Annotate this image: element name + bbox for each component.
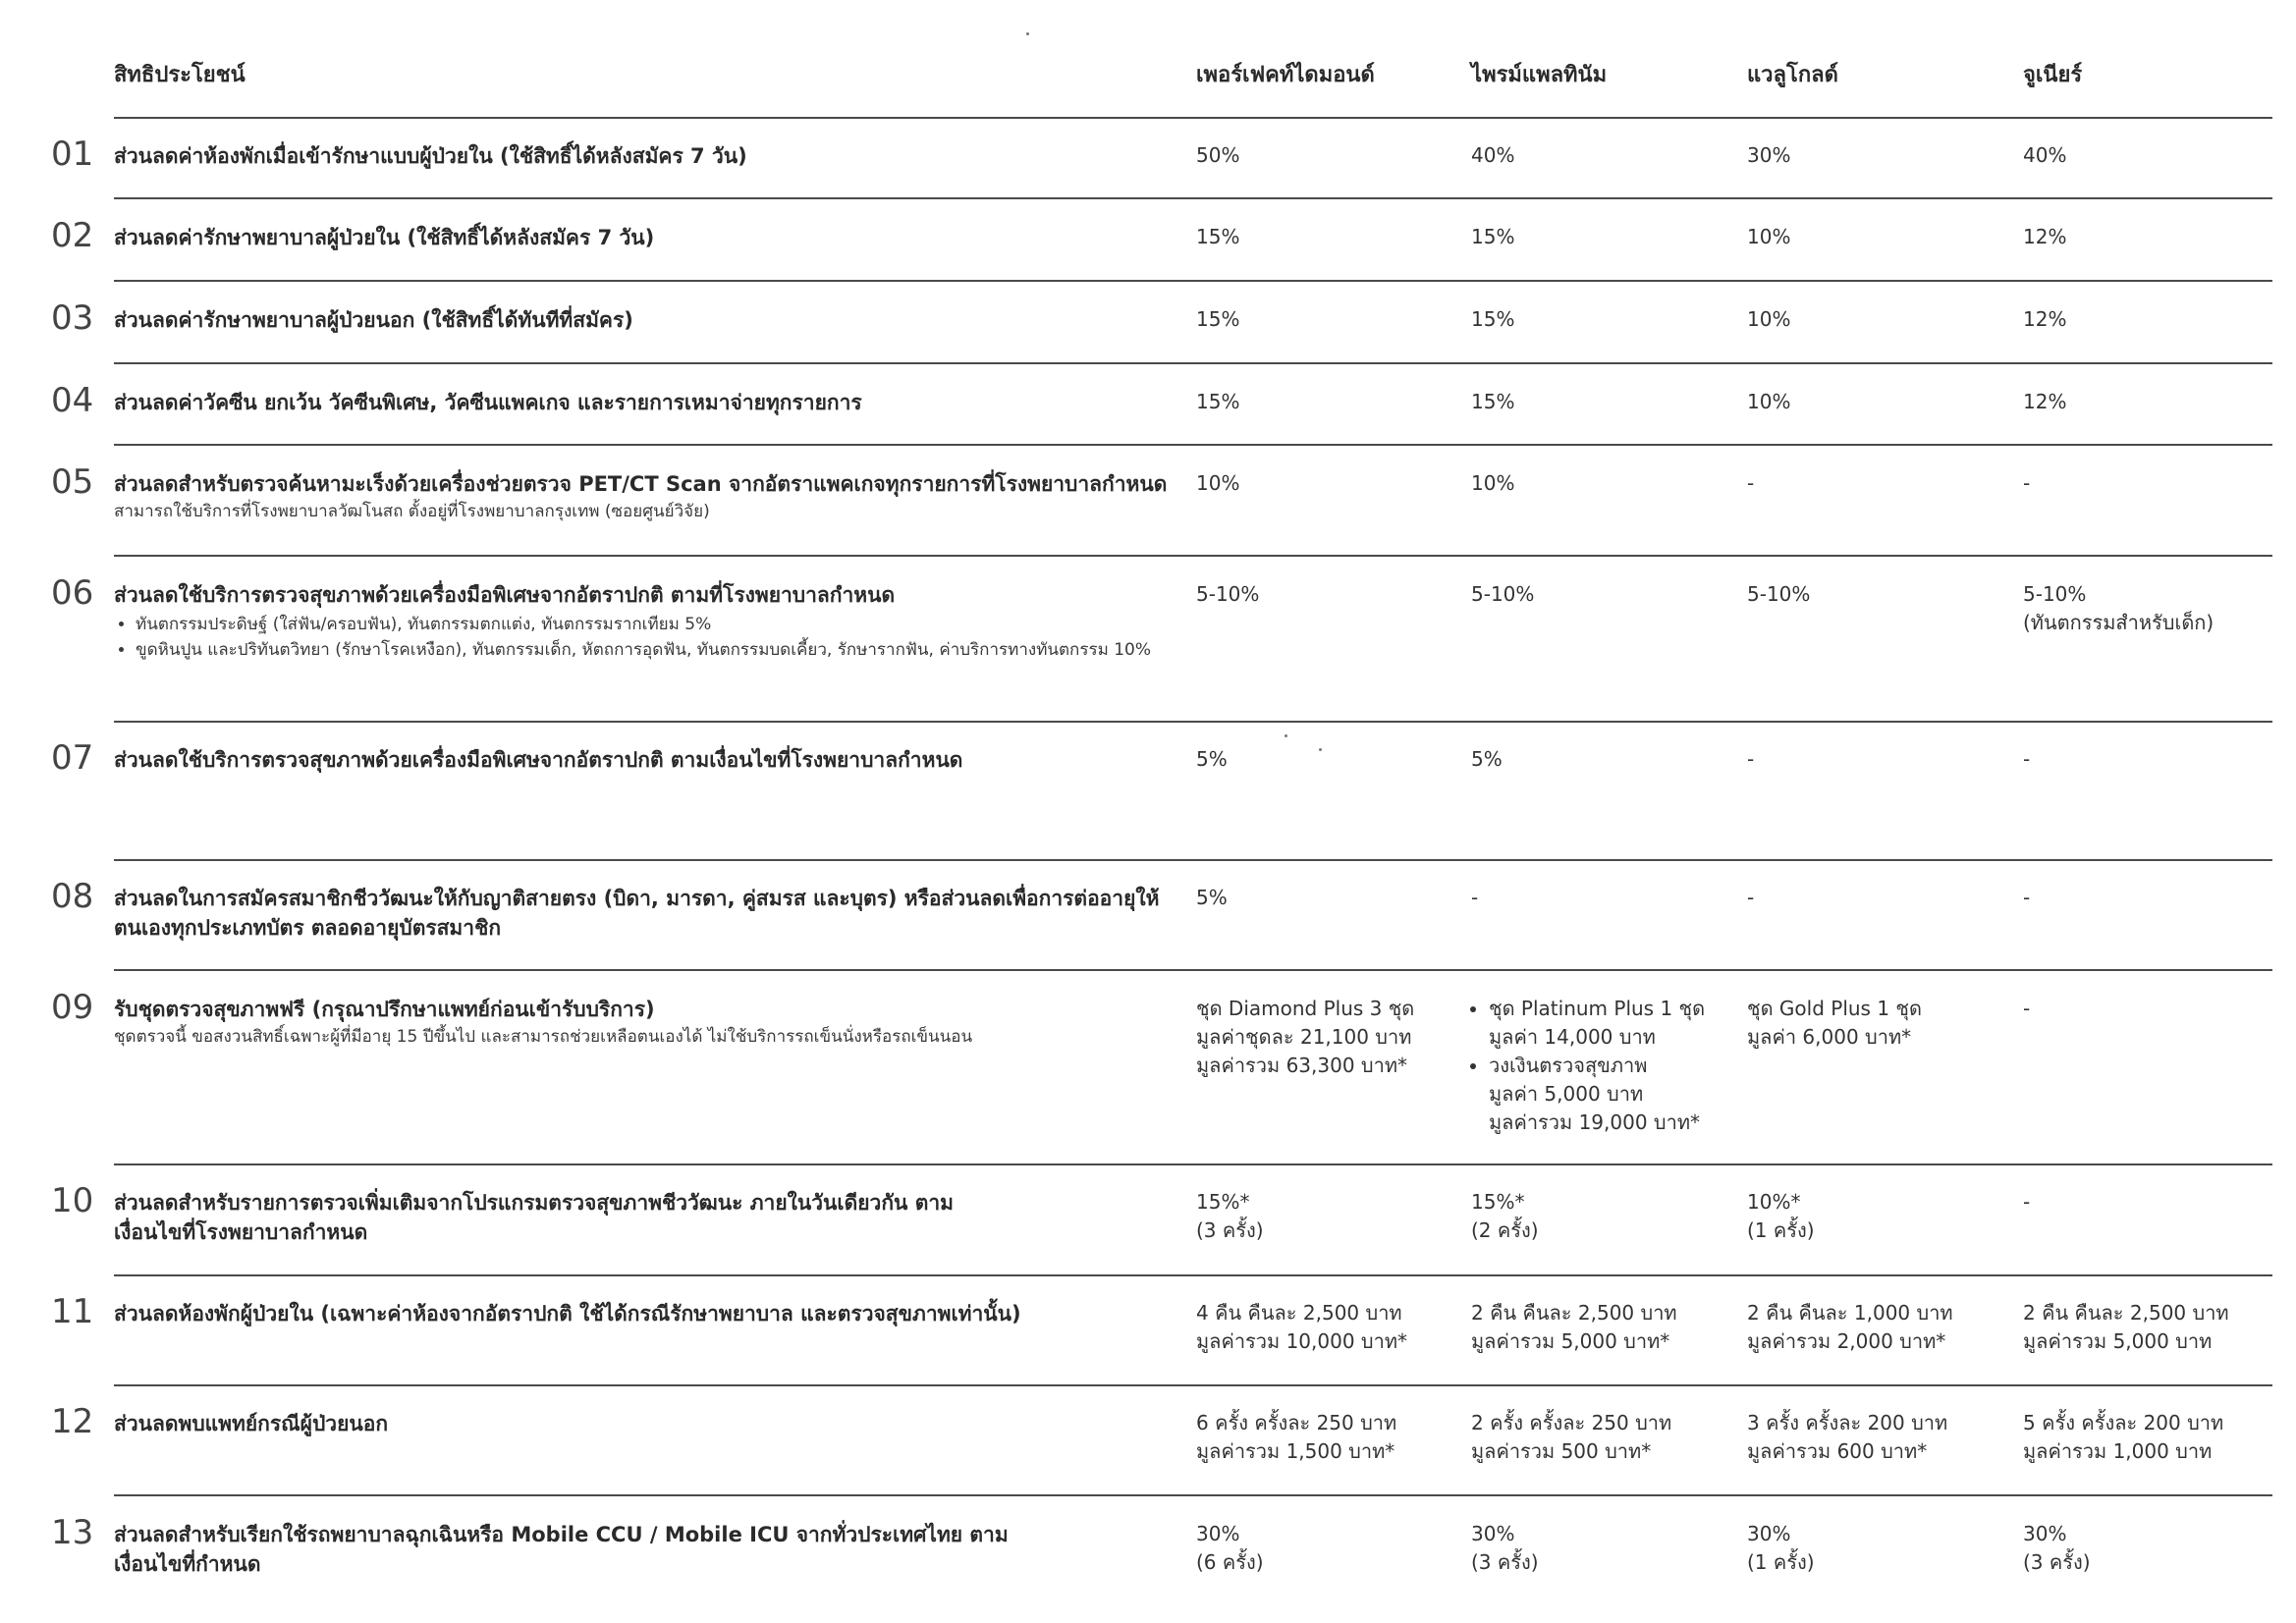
value-value-gold: [1747, 995, 2002, 1052]
divider: [114, 721, 2272, 723]
value-line: ชุด Gold Plus 1 ชุด: [1747, 997, 1922, 1020]
value-prime-platinum: 15%: [1471, 307, 1515, 331]
header-benefit: สิทธิประโยชน์: [114, 63, 246, 87]
value-line: 2 คืน คืนละ 1,000 บาท: [1747, 1301, 1953, 1325]
value-perfect-diamond: 50%: [1196, 143, 1240, 167]
scan-speck: [1285, 734, 1287, 737]
value-prime-platinum: 40%: [1471, 143, 1515, 167]
value-value-gold: [1747, 1520, 2002, 1577]
value-line: (1 ครั้ง): [1747, 1550, 1815, 1574]
value-prime-platinum: 5-10%: [1471, 582, 1535, 606]
value-line: 5 ครั้ง ครั้งละ 200 บาท: [2023, 1411, 2224, 1434]
value-prime-platinum: [1471, 1520, 1726, 1577]
value-perfect-diamond: 15%: [1196, 390, 1240, 413]
value-line: 15%*: [1471, 1190, 1525, 1214]
value-junior-line: 5-10%: [2023, 582, 2087, 606]
value-line: มูลค่ารวม 1,000 บาท: [2023, 1439, 2213, 1463]
value-junior-note: (ทันตกรรมสำหรับเด็ก): [2023, 611, 2214, 634]
value-value-gold: 10%: [1747, 225, 1791, 248]
divider: [114, 117, 2272, 119]
row-number: 08: [51, 877, 94, 916]
row-number: 04: [51, 381, 94, 420]
value-junior: 12%: [2023, 225, 2067, 248]
header-tier-value-gold: แวลูโกลด์: [1747, 63, 1838, 87]
header-tier-perfect-diamond: เพอร์เฟคท์ไดมอนด์: [1196, 63, 1375, 87]
bullet-item: [1489, 1052, 1726, 1137]
value-value-gold: -: [1747, 747, 1755, 771]
row-title: ส่วนลดสำหรับเรียกใช้รถพยาบาลฉุกเฉินหรือ Mobile CCU / Mobile ICU จากทั่วประเทศไทย ตามเงื่อนไขที่กำหนด: [114, 1523, 1009, 1576]
value-line: • วงเงินตรวจสุขภาพ: [1489, 1054, 1648, 1077]
divider: [114, 197, 2272, 199]
value-junior: [2023, 1299, 2278, 1356]
value-line: 2 คืน คืนละ 2,500 บาท: [2023, 1301, 2229, 1325]
value-junior: -: [2023, 886, 2031, 909]
value-junior: -: [2023, 997, 2031, 1020]
value-perfect-diamond: [1196, 1520, 1451, 1577]
value-line: มูลค่ารวม 600 บาท*: [1747, 1439, 1928, 1463]
row-title-text: ส่วนลดใช้บริการตรวจสุขภาพด้วยเครื่องมือพิเศษจากอัตราปกติ ตามที่โรงพยาบาลกำหนด: [114, 583, 896, 607]
value-value-gold: -: [1747, 886, 1755, 909]
scan-speck: [1319, 748, 1322, 751]
row-number: 12: [51, 1402, 94, 1441]
value-line: 2 ครั้ง ครั้งละ 250 บาท: [1471, 1411, 1672, 1434]
bullet-item: • ทันตกรรมประดิษฐ์ (ใส่ฟัน/ครอบฟัน), ทันตกรรมตกแต่ง, ทันตกรรมรากเทียม 5%: [136, 612, 1175, 637]
value-line: 30%: [1196, 1522, 1240, 1545]
value-prime-platinum: [1471, 1188, 1726, 1245]
divider: [114, 1274, 2272, 1276]
value-junior: [2023, 1520, 2278, 1577]
row-number: 11: [51, 1292, 94, 1331]
value-perfect-diamond: 15%: [1196, 307, 1240, 331]
value-line: มูลค่ารวม 10,000 บาท*: [1196, 1329, 1408, 1353]
row-title: ส่วนลดค่าห้องพักเมื่อเข้ารักษาแบบผู้ป่วยใน (ใช้สิทธิ์ได้หลังสมัคร 7 วัน): [114, 144, 747, 168]
value-perfect-diamond: [1196, 1409, 1451, 1466]
row-title: ส่วนลดสำหรับรายการตรวจเพิ่มเติมจากโปรแกรมตรวจสุขภาพชีววัฒนะ ภายในวันเดียวกัน ตามเงื่อนไขที่โรงพยาบาลกำหนด: [114, 1191, 954, 1244]
value-line: 3 ครั้ง ครั้งละ 200 บาท: [1747, 1411, 1948, 1434]
divider: [114, 1163, 2272, 1165]
divider: [114, 444, 2272, 446]
value-line: มูลค่า 6,000 บาท*: [1747, 1025, 1912, 1049]
row-title: ส่วนลดค่าวัคซีน ยกเว้น วัคซีนพิเศษ, วัคซีนแพคเกจ และรายการเหมาจ่ายทุกรายการ: [114, 391, 862, 414]
divider: [114, 555, 2272, 557]
row-title: ส่วนลดใช้บริการตรวจสุขภาพด้วยเครื่องมือพิเศษจากอัตราปกติ ตามเงื่อนไขที่โรงพยาบาลกำหนด: [114, 748, 963, 772]
row-subtitle: สามารถใช้บริการที่โรงพยาบาลวัฒโนสถ ตั้งอยู่ที่โรงพยาบาลกรุงเทพ (ซอยศูนย์วิจัย): [114, 502, 710, 521]
value-line: มูลค่ารวม 5,000 บาท*: [1471, 1329, 1670, 1353]
value-line: (1 ครั้ง): [1747, 1218, 1815, 1242]
row-title: [114, 995, 1175, 1050]
value-perfect-diamond: 5%: [1196, 747, 1228, 771]
value-perfect-diamond: 5%: [1196, 886, 1228, 909]
row-number: 07: [51, 738, 94, 778]
row-title: ส่วนลดห้องพักผู้ป่วยใน (เฉพาะค่าห้องจากอัตราปกติ ใช้ได้กรณีรักษาพยาบาล และตรวจสุขภาพเท่านั้น): [114, 1302, 1021, 1325]
row-title-text: รับชุดตรวจสุขภาพฟรี (กรุณาปรึกษาแพทย์ก่อนเข้ารับบริการ): [114, 998, 655, 1021]
value-perfect-diamond: 5-10%: [1196, 582, 1260, 606]
row-number: 06: [51, 573, 94, 613]
row-number: 02: [51, 216, 94, 255]
value-value-gold: 10%: [1747, 307, 1791, 331]
divider: [114, 362, 2272, 364]
value-perfect-diamond: 15%: [1196, 225, 1240, 248]
value-junior: -: [2023, 747, 2031, 771]
value-prime-platinum: 15%: [1471, 390, 1515, 413]
value-line: มูลค่ารวม 63,300 บาท*: [1196, 1054, 1408, 1077]
bullet-item: • ขูดหินปูน และปริทันตวิทยา (รักษาโรคเหงือก), ทันตกรรมเด็ก, หัตถการอุดฟัน, ทันตกรรมบดเคี้ยว, รักษารากฟัน, ค่าบริการทางทันตกรรม 10%: [136, 637, 1175, 663]
value-line: 30%: [1471, 1522, 1515, 1545]
value-value-gold: 30%: [1747, 143, 1791, 167]
value-line: • ชุด Platinum Plus 1 ชุด: [1489, 997, 1706, 1020]
header-tier-prime-platinum: ไพรม์แพลทินัม: [1471, 63, 1608, 87]
row-number: 03: [51, 298, 94, 338]
value-junior: 12%: [2023, 390, 2067, 413]
row-title: [114, 469, 1175, 524]
value-line: มูลค่ารวม 500 บาท*: [1471, 1439, 1652, 1463]
value-junior: 12%: [2023, 307, 2067, 331]
value-line: มูลค่า 5,000 บาท: [1489, 1082, 1644, 1106]
row-subtitle: ชุดตรวจนี้ ขอสงวนสิทธิ์เฉพาะผู้ที่มีอายุ 15 ปีขึ้นไป และสามารถช่วยเหลือตนเองได้ ไม่ใช้บริการรถเข็นนั่งหรือรถเข็นนอน: [114, 1027, 973, 1047]
value-line: มูลค่ารวม 1,500 บาท*: [1196, 1439, 1395, 1463]
row-bullets: [114, 612, 1175, 663]
row-title: ส่วนลดค่ารักษาพยาบาลผู้ป่วยนอก (ใช้สิทธิ์ได้ทันทีที่สมัคร): [114, 308, 633, 332]
value-line: มูลค่ารวม 5,000 บาท: [2023, 1329, 2213, 1353]
value-value-gold: [1747, 1299, 2002, 1356]
value-junior: -: [2023, 1190, 2031, 1214]
value-line: (2 ครั้ง): [1471, 1218, 1539, 1242]
row-title: ส่วนลดพบแพทย์กรณีผู้ป่วยนอก: [114, 1412, 389, 1435]
divider: [114, 1384, 2272, 1386]
value-perfect-diamond: [1196, 1188, 1451, 1245]
value-line: (3 ครั้ง): [1471, 1550, 1539, 1574]
value-line: (3 ครั้ง): [2023, 1550, 2091, 1574]
value-line: 30%: [1747, 1522, 1791, 1545]
value-line: มูลค่ารวม 2,000 บาท*: [1747, 1329, 1946, 1353]
value-prime-platinum: 5%: [1471, 747, 1503, 771]
value-junior: [2023, 1409, 2278, 1466]
value-line: ชุด Diamond Plus 3 ชุด: [1196, 997, 1415, 1020]
value-line: มูลค่ารวม 19,000 บาท*: [1489, 1110, 1701, 1134]
row-title: ส่วนลดค่ารักษาพยาบาลผู้ป่วยใน (ใช้สิทธิ์ได้หลังสมัคร 7 วัน): [114, 226, 655, 249]
value-value-gold: -: [1747, 471, 1755, 495]
value-perfect-diamond: [1196, 995, 1451, 1080]
divider: [114, 859, 2272, 861]
row-number: 13: [51, 1513, 94, 1552]
value-prime-platinum: 15%: [1471, 225, 1515, 248]
value-prime-platinum: [1471, 1299, 1726, 1356]
value-line: 6 ครั้ง ครั้งละ 250 บาท: [1196, 1411, 1397, 1434]
row-number: 01: [51, 135, 94, 174]
divider: [114, 1494, 2272, 1496]
value-value-gold: [1747, 1188, 2002, 1245]
value-junior: -: [2023, 471, 2031, 495]
value-line: 4 คืน คืนละ 2,500 บาท: [1196, 1301, 1402, 1325]
value-prime-platinum: [1471, 995, 1726, 1137]
value-line: มูลค่า 14,000 บาท: [1489, 1025, 1656, 1049]
value-line: (3 ครั้ง): [1196, 1218, 1264, 1242]
value-line: 10%*: [1747, 1190, 1801, 1214]
value-junior: [2023, 580, 2278, 637]
row-number: 09: [51, 988, 94, 1027]
value-value-gold: [1747, 1409, 2002, 1466]
value-junior: 40%: [2023, 143, 2067, 167]
divider: [114, 969, 2272, 971]
value-perfect-diamond: 10%: [1196, 471, 1240, 495]
value-line: 15%*: [1196, 1190, 1250, 1214]
row-number: 10: [51, 1181, 94, 1220]
value-prime-platinum: [1471, 1409, 1726, 1466]
row-title: [114, 580, 1175, 663]
row-number: 05: [51, 462, 94, 502]
divider: [114, 280, 2272, 282]
value-value-gold: 5-10%: [1747, 582, 1811, 606]
value-value-gold: 10%: [1747, 390, 1791, 413]
value-line: 30%: [2023, 1522, 2067, 1545]
value-prime-platinum: 10%: [1471, 471, 1515, 495]
value-line: 2 คืน คืนละ 2,500 บาท: [1471, 1301, 1677, 1325]
row-title: ส่วนลดในการสมัครสมาชิกชีววัฒนะให้กับญาติสายตรง (บิดา, มารดา, คู่สมรส และบุตร) หรือส่วนลดเพื่อการต่ออายุให้ตนเองทุกประเภทบัตร ตลอดอายุบัตรสมาชิก: [114, 887, 1160, 940]
scan-speck: [1026, 32, 1029, 35]
header-tier-junior: จูเนียร์: [2023, 63, 2083, 87]
value-line: (6 ครั้ง): [1196, 1550, 1264, 1574]
row-title-text: ส่วนลดสำหรับตรวจค้นหามะเร็งด้วยเครื่องช่วยตรวจ PET/CT Scan จากอัตราแพคเกจทุกรายการที่โรงพยาบาลกำหนด: [114, 472, 1168, 496]
value-prime-platinum: -: [1471, 886, 1479, 909]
value-perfect-diamond: [1196, 1299, 1451, 1356]
bullet-item: [1489, 995, 1726, 1052]
value-line: มูลค่าชุดละ 21,100 บาท: [1196, 1025, 1412, 1049]
